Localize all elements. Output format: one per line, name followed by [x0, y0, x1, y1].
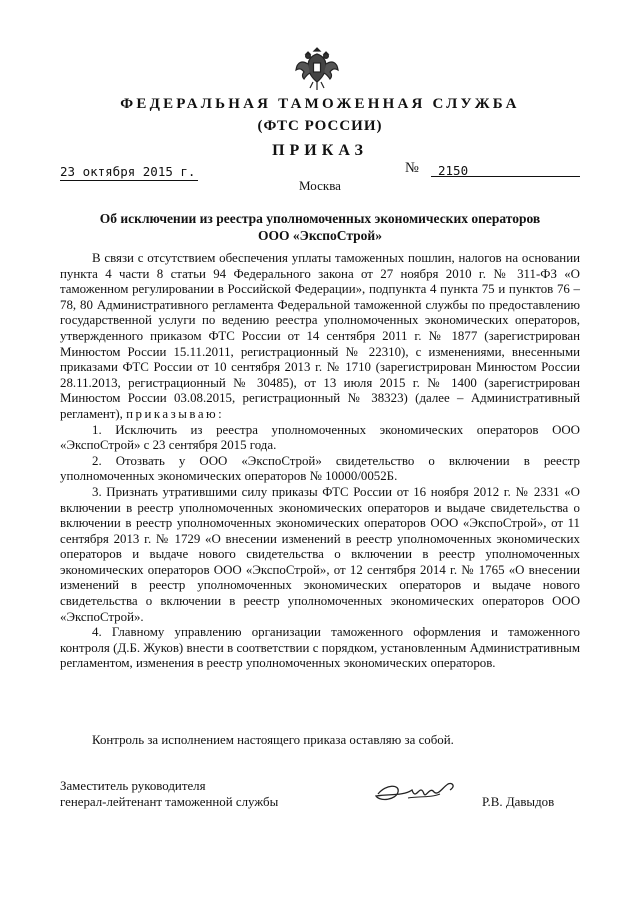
- signer-position: [60, 778, 278, 810]
- paragraph-preamble: [60, 251, 580, 423]
- paragraph-item-1: 1. Исключить из реестра уполномоченных экономических операторов ООО «ЭкспоСтрой» с 23 сентября 2015 года.: [60, 422, 580, 453]
- agency-abbreviation: (ФТС РОССИИ): [257, 118, 383, 134]
- title-line-2: ООО «ЭкспоСтрой»: [258, 228, 382, 243]
- preamble-text: В связи с отсутствием обеспечения уплаты таможенных пошлин, налогов на основании пункта 4 части 8 статьи 94 Федерального закона от 27 ноября 2010 г. № 311-ФЗ «О таможенном регулировании в Российской Федерации», подпункта 4 пункта 75 и пунктов 76 – 78, 80 Административного регламента Федеральной таможенной службы по предоставлению государственной услуги по ведению реестра уполномоченных экономических операторов, утвержденного приказом ФТС России от 14 сентября 2011 г. № 1877 (зарегистрирован Минюстом России 15.11.2011, регистрационный № 22310), с изменениями, внесенными приказами ФТС России от 10 сентября 2013 г. № 1710 (зарегистрирован Минюстом России 28.11.2013, регистрационный № 30485), от 13 июля 2015 г. № 1400 (зарегистрирован Минюстом России 03.08.2015, регистрационный № 38323) (далее – Административный регламент),: [60, 251, 580, 421]
- agency-name: ФЕДЕРАЛЬНАЯ ТАМОЖЕННАЯ СЛУЖБА: [120, 96, 520, 112]
- title-line-1: Об исключении из реестра уполномоченных экономических операторов: [99, 211, 541, 226]
- signer-position-line-1: Заместитель руководителя: [60, 779, 206, 793]
- paragraph-item-2: 2. Отозвать у ООО «ЭкспоСтрой» свидетельство о включении в реестр уполномоченных экономических операторов № 10000/0052Б.: [60, 453, 580, 484]
- paragraph-item-4: 4. Главному управлению организации таможенного оформления и таможенного контроля (Д.Б. Жуков) внести в соответствии с порядком, установленным Административным регламентом, изменения в реестр уполномоченных экономических операторов.: [60, 625, 580, 671]
- document-type: ПРИКАЗ: [272, 142, 368, 159]
- signer-name: Р.В. Давыдов: [482, 795, 555, 809]
- closing-statement: Контроль за исполнением настоящего приказа оставляю за собой.: [92, 733, 454, 747]
- handwritten-signature-icon: [368, 772, 468, 812]
- paragraph-item-3: 3. Признать утратившими силу приказы ФТС России от 16 ноября 2012 г. № 2331 «О включении в реестр уполномоченных экономических операторов и выдаче свидетельства о включении в реестр уполномоченных экономических операторов ООО «ЭкспоСтрой», от 11 сентября 2013 г. № 1729 «О внесении изменений в реестр уполномоченных экономических операторов и выдаче нового свидетельства о включении в реестр уполномоченных экономических операторов ООО «ЭкспоСтрой», от 12 сентября 2014 г. № 1765 «О внесении изменений в реестр уполномоченных экономических операторов и выдаче нового свидетельства о включении в реестр уполномоченных экономических операторов ООО «ЭкспоСтрой».: [60, 484, 580, 624]
- order-word: приказываю:: [126, 406, 225, 421]
- document-date: 23 октября 2015 г.: [60, 164, 198, 181]
- number-sign: №: [405, 160, 419, 176]
- document-number-field: [405, 160, 580, 178]
- document-title: [60, 210, 580, 244]
- document-city: Москва: [299, 178, 341, 193]
- document-body: [60, 251, 580, 672]
- double-headed-eagle-emblem-icon: [294, 42, 340, 94]
- document-number: 2150: [438, 163, 469, 178]
- signer-position-line-2: генерал-лейтенант таможенной службы: [60, 795, 279, 809]
